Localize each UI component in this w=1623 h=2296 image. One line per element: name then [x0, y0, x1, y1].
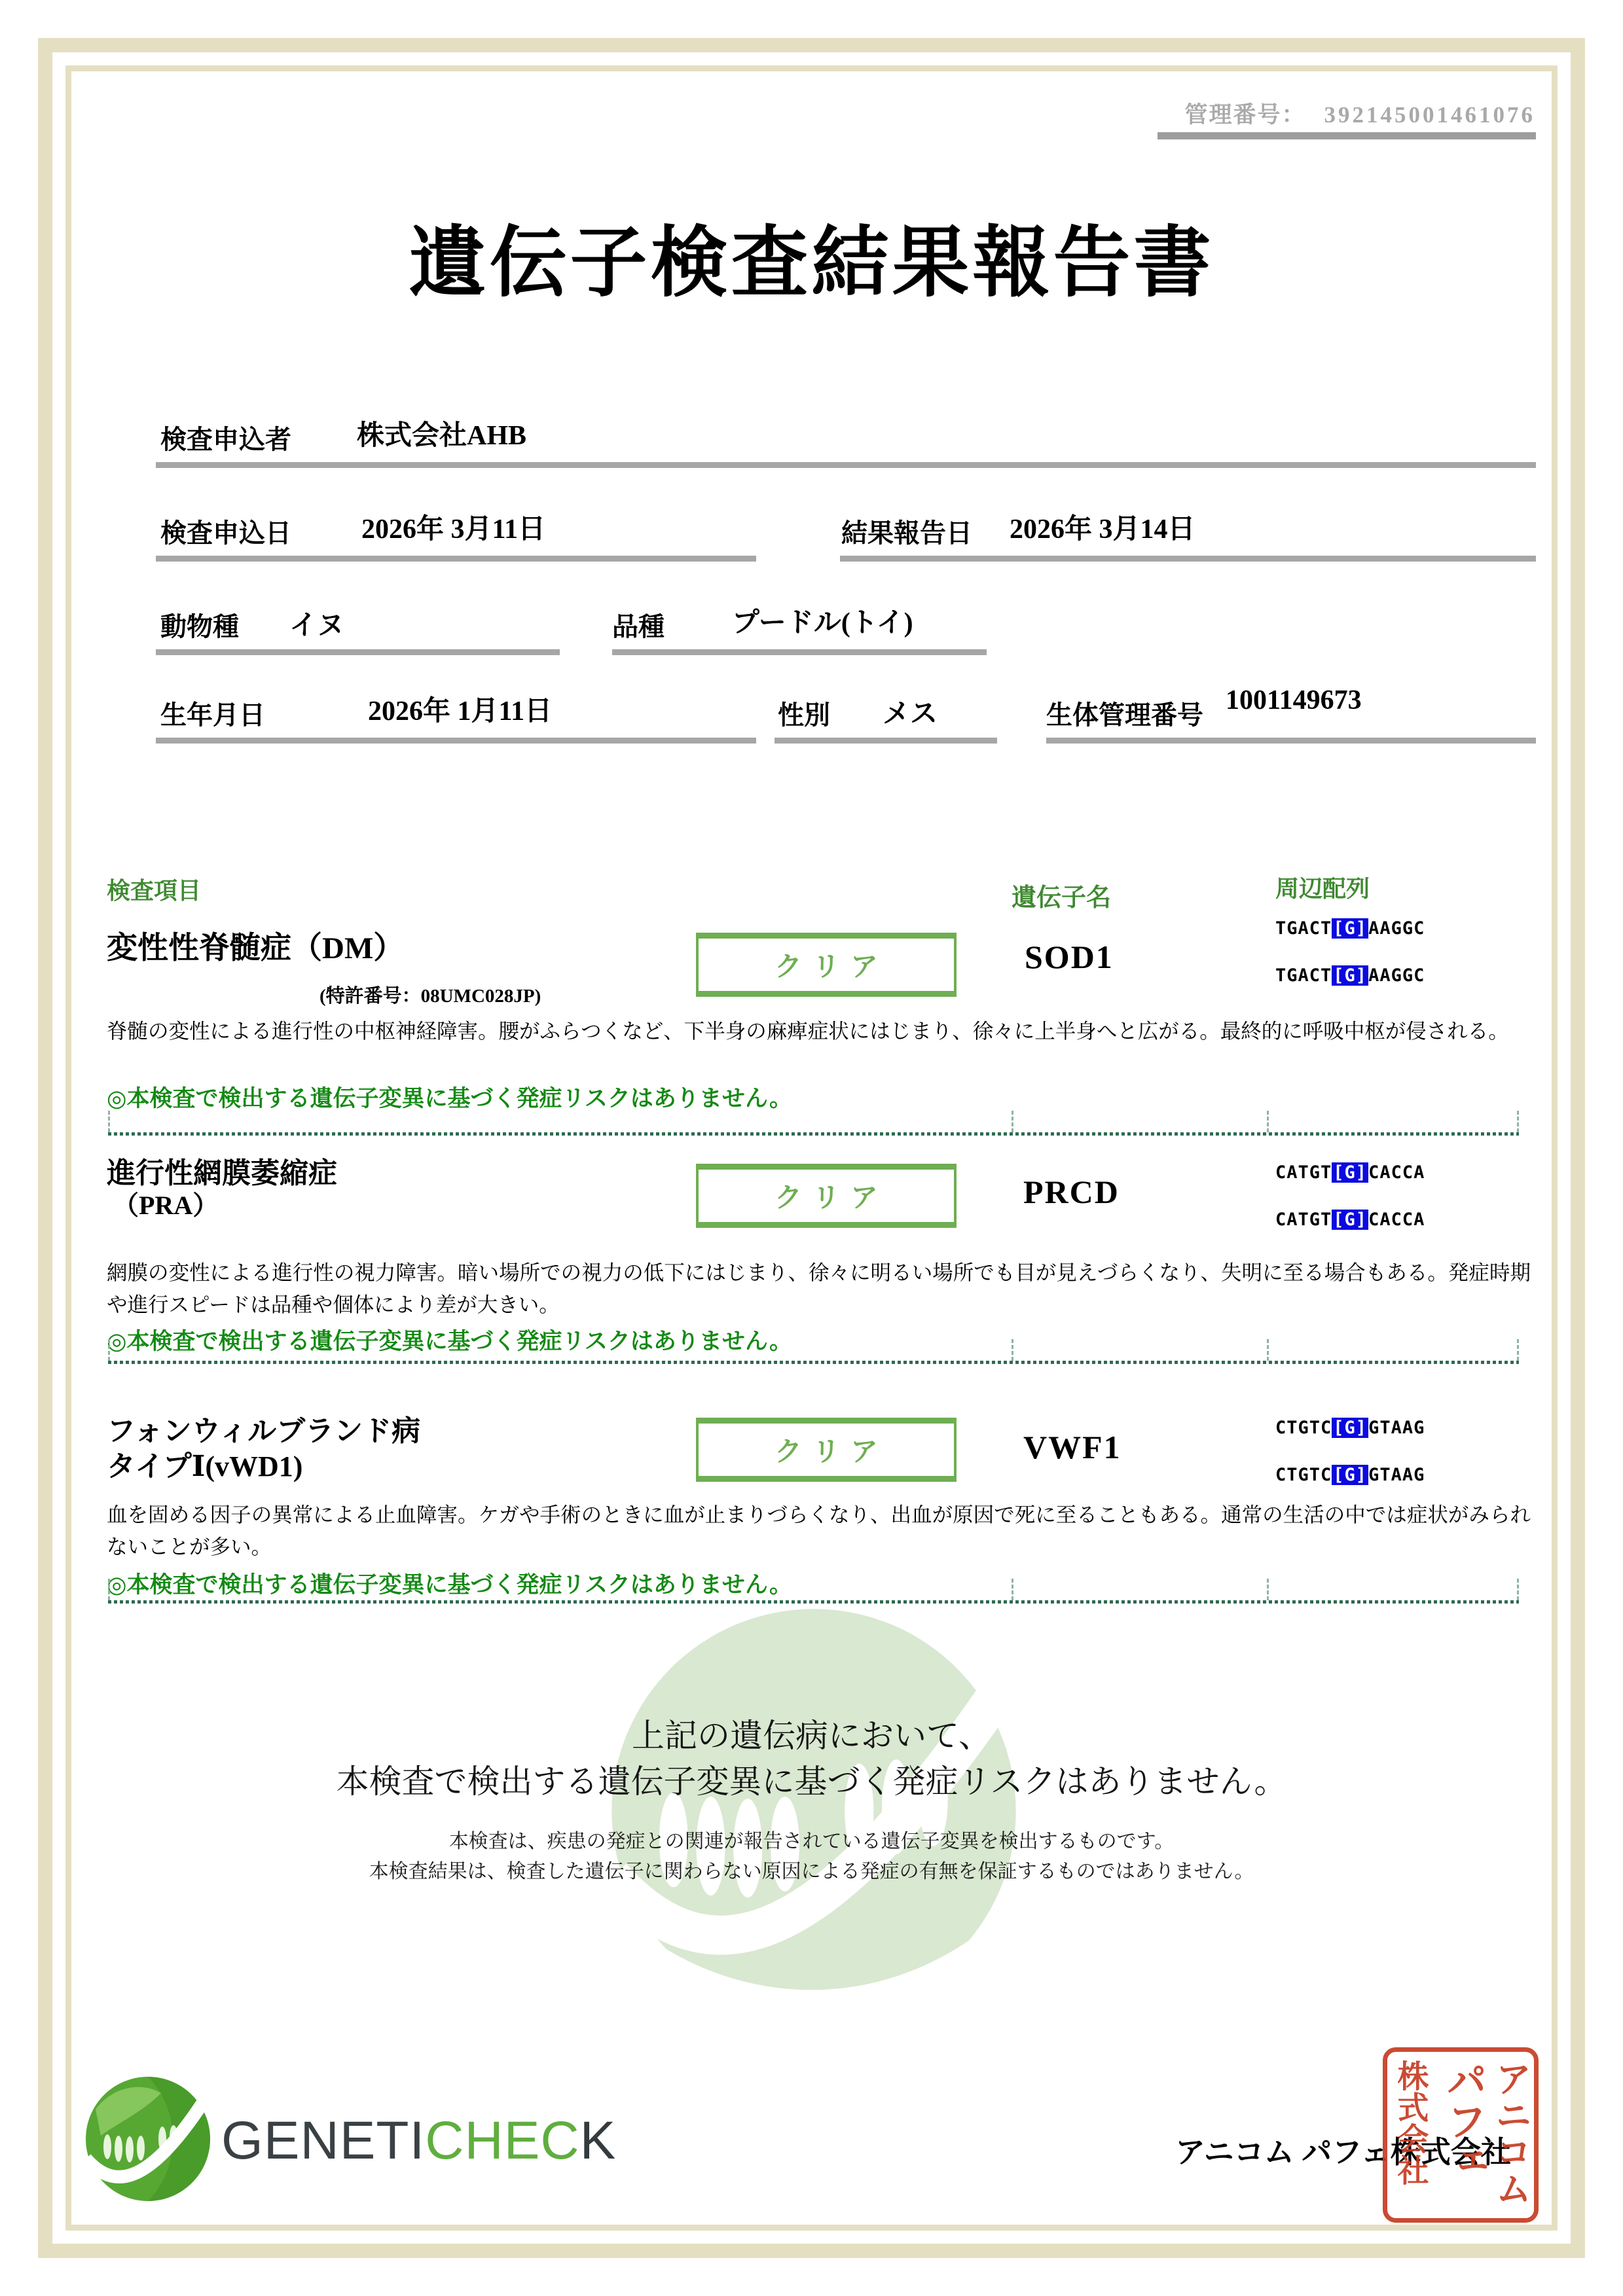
company-name: アニコム パフェ株式会社	[1175, 2136, 1511, 2169]
risk-statement: ◎本検査で検出する遺伝子変異に基づく発症リスクはありません。	[107, 1572, 792, 1598]
result-box	[696, 933, 957, 997]
birth-value: 2026年 1月11日	[368, 696, 553, 726]
separator-dotted-line	[108, 1361, 1519, 1364]
separator-dotted-line	[108, 1132, 1519, 1136]
watermark-leaf-icon	[608, 1605, 1020, 2017]
result-value: クリア	[774, 1183, 888, 1213]
test-row-vwd1	[0, 1386, 1623, 1596]
separator-tick	[1517, 1339, 1519, 1361]
sequence-suffix: AAGGC	[1368, 965, 1425, 986]
report-date-value: 2026年 3月14日	[1010, 514, 1195, 545]
result-box	[696, 1164, 957, 1228]
sequence-line	[1275, 918, 1425, 939]
sequence-variant: [G]	[1333, 918, 1368, 939]
separator-tick	[108, 1111, 110, 1132]
sequence-line	[1275, 965, 1425, 986]
sex-label: 性別	[778, 700, 830, 730]
brand-wordmark	[221, 2110, 616, 2172]
sequence-line	[1275, 1210, 1425, 1230]
sequence-line	[1275, 1418, 1425, 1438]
sequence-prefix: TGACT	[1275, 918, 1332, 939]
separator-tick	[1267, 1339, 1269, 1361]
separator-tick	[1267, 1579, 1269, 1600]
apply-date-value: 2026年 3月11日	[361, 514, 546, 545]
control-number-underline	[1158, 132, 1536, 139]
species-value: イヌ	[289, 611, 345, 641]
section-separator	[108, 1111, 1519, 1136]
applicant-label: 検査申込者	[160, 425, 291, 454]
risk-statement: ◎本検査で検出する遺伝子変異に基づく発症リスクはありません。	[107, 1086, 792, 1111]
sequence-suffix: GTAAG	[1368, 1465, 1425, 1485]
seal-column-anicom: アニコム	[1490, 2060, 1531, 2206]
sequence-prefix: CTGTC	[1275, 1465, 1332, 1485]
field-underline	[156, 738, 756, 744]
sequence-suffix: CACCA	[1368, 1162, 1425, 1183]
test-description: 血を固める因子の異常による止血障害。ケガや手術のときに血が止まりづらくなり、出血が原因で死に至ることもある。通常の生活の中では症状がみられないことが多い。	[107, 1503, 1531, 1558]
test-patent-number: (特許番号：08UMC028JP)	[319, 986, 541, 1007]
field-underline	[156, 556, 756, 562]
field-underline	[612, 649, 987, 655]
test-name-line2: （PRA）	[113, 1191, 219, 1220]
sequence-variant: [G]	[1333, 1162, 1368, 1183]
separator-tick	[1517, 1111, 1519, 1132]
sequence-suffix: GTAAG	[1368, 1418, 1425, 1438]
seal-column-kabushiki: 株式会社	[1393, 2060, 1427, 2185]
test-name: 進行性網膜萎縮症	[107, 1157, 337, 1189]
section-separator	[108, 1579, 1519, 1604]
test-name: 変性性脊髄症（DM）	[107, 931, 405, 965]
sequence-suffix: CACCA	[1368, 1210, 1425, 1230]
field-underline	[156, 649, 560, 655]
separator-tick	[108, 1339, 110, 1361]
separator-tick	[1267, 1111, 1269, 1132]
sequence-line	[1275, 1162, 1425, 1183]
sequence-prefix: CATGT	[1275, 1162, 1332, 1183]
separator-tick	[108, 1579, 110, 1600]
breed-value: プードル(トイ)	[732, 608, 913, 638]
brand-chec: CHEC	[425, 2111, 580, 2170]
sequence-line	[1275, 1465, 1425, 1485]
sequence-prefix: CTGTC	[1275, 1418, 1332, 1438]
animal-id-label: 生体管理番号	[1046, 700, 1203, 730]
sex-value: メス	[883, 699, 938, 729]
separator-tick	[1517, 1579, 1519, 1600]
seal-column-pafe: パフェ	[1440, 2060, 1485, 2181]
section-separator	[108, 1339, 1519, 1364]
sequence-variant: [G]	[1333, 965, 1368, 986]
gene-name: SOD1	[1025, 939, 1114, 975]
birth-label: 生年月日	[160, 700, 265, 730]
field-underline	[156, 462, 1536, 468]
sequence-variant: [G]	[1333, 1418, 1368, 1438]
result-value: クリア	[774, 1437, 888, 1467]
page-title: 遺伝子検査結果報告書	[409, 221, 1214, 306]
separator-tick	[1012, 1339, 1013, 1361]
result-box	[696, 1418, 957, 1482]
report-date-label: 結果報告日	[841, 518, 972, 548]
summary-line1: 上記の遺伝病において、	[632, 1717, 991, 1754]
field-underline	[840, 556, 1536, 562]
sequence-prefix: CATGT	[1275, 1210, 1332, 1230]
column-header-item: 検査項目	[107, 878, 202, 904]
company-seal-stamp	[1383, 2047, 1539, 2223]
test-description: 網膜の変性による進行性の視力障害。暗い場所での視力の低下にはじまり、徐々に明るい場所でも目が見えづらくなり、失明に至る場合もある。発症時期や進行スピードは品種や個体により差が大きい。	[107, 1261, 1531, 1316]
sequence-variant: [G]	[1333, 1465, 1368, 1485]
gene-name: PRCD	[1023, 1174, 1120, 1210]
control-number-label: 管理番号：	[1184, 102, 1306, 128]
column-header-sequence: 周辺配列	[1275, 876, 1370, 902]
field-underline	[775, 738, 997, 744]
test-description: 脊髄の変性による進行性の中枢神経障害。腰がふらつくなど、下半身の麻痺症状にはじまり、徐々に上半身へと広がる。最終的に呼吸中枢が侵される。	[107, 1020, 1509, 1043]
separator-tick	[1012, 1111, 1013, 1132]
control-number	[1184, 97, 1535, 130]
test-row-pra	[0, 1144, 1623, 1354]
sequence-suffix: AAGGC	[1368, 918, 1425, 939]
risk-statement: ◎本検査で検出する遺伝子変異に基づく発症リスクはありません。	[107, 1329, 792, 1354]
summary-line2: 本検査で検出する遺伝子変異に基づく発症リスクはありません。	[336, 1763, 1287, 1800]
apply-date-label: 検査申込日	[160, 518, 291, 548]
species-label: 動物種	[160, 612, 239, 641]
field-underline	[1046, 738, 1536, 744]
test-name: フォンウィルブランド病	[107, 1415, 421, 1447]
animal-id-value: 1001149673	[1226, 685, 1362, 715]
separator-tick	[1012, 1579, 1013, 1600]
separator-dotted-line	[108, 1600, 1519, 1604]
brand-k-checkmark: K	[579, 2111, 617, 2170]
brand-geneti: GENETI	[221, 2111, 426, 2170]
sequence-prefix: TGACT	[1275, 965, 1332, 986]
result-value: クリア	[774, 952, 888, 982]
column-header-gene: 遺伝子名	[1012, 884, 1112, 912]
disclaimer-line2: 本検査結果は、検査した遺伝子に関わらない原因による発症の有無を保証するものではありません。	[369, 1861, 1254, 1882]
geneticheck-logo-icon	[82, 2073, 213, 2204]
test-row-dm	[0, 918, 1623, 1115]
test-name-line2: タイプⅠ(vWD1)	[107, 1450, 303, 1482]
sequence-variant: [G]	[1333, 1210, 1368, 1230]
gene-name: VWF1	[1023, 1429, 1122, 1465]
control-number-value: 392145001461076	[1324, 102, 1535, 128]
applicant-value: 株式会社AHB	[357, 421, 527, 451]
breed-label: 品種	[612, 612, 665, 641]
disclaimer-line1: 本検査は、疾患の発症との関連が報告されている遺伝子変異を検出するものです。	[448, 1831, 1175, 1852]
